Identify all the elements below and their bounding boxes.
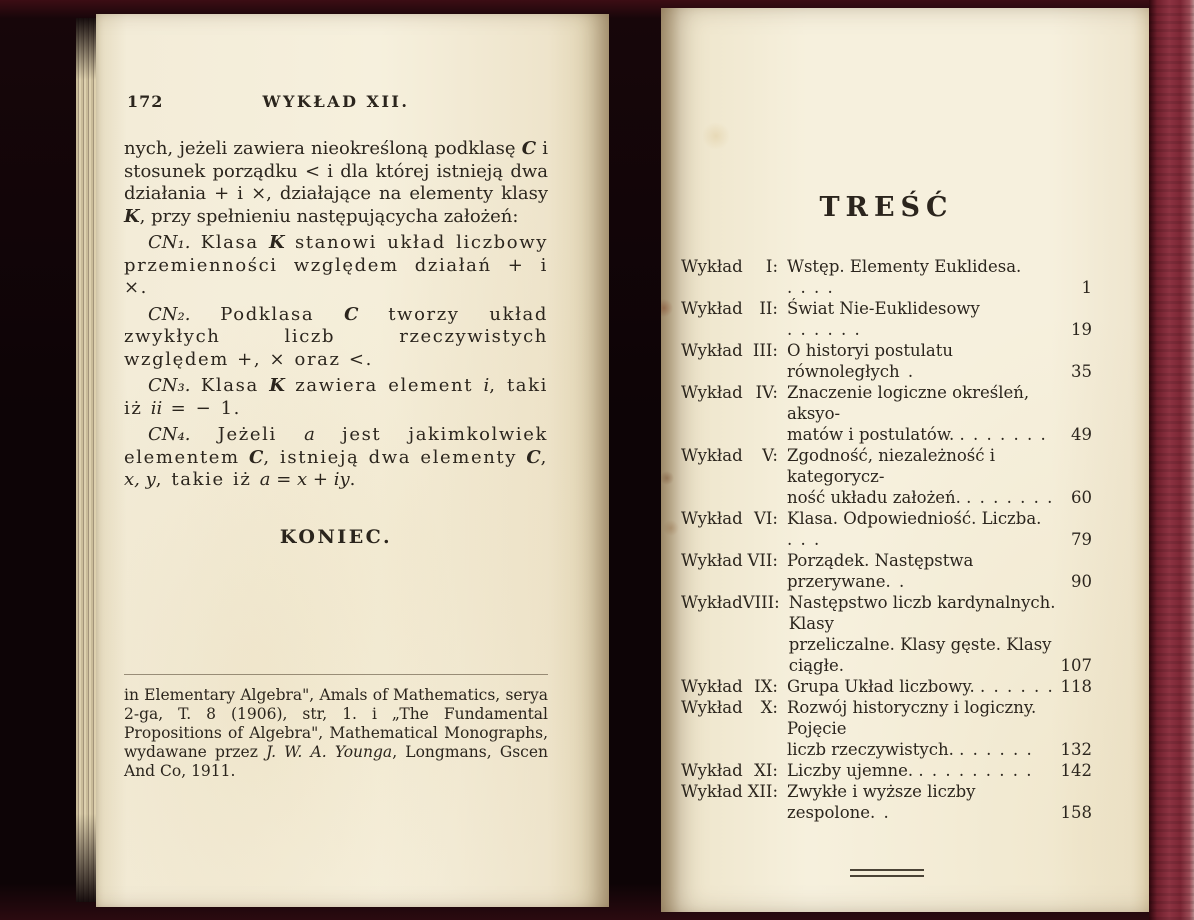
left-page <box>96 14 609 907</box>
end-divider <box>850 869 924 877</box>
toc-entry-label <box>681 508 778 529</box>
body-paragraph <box>124 375 548 420</box>
text-segment: tworzy układ zwykłych liczb rzeczywistych względem +, × oraz <. <box>124 303 548 370</box>
toc-entry-label <box>681 550 778 571</box>
toc-entry-title <box>778 298 1056 340</box>
text-segment: CN₁. <box>148 232 191 253</box>
toc-entry <box>681 298 1092 340</box>
toc-label-word: Wykład <box>681 593 743 612</box>
toc-title-line: Następstwo liczb kardynalnych. Klasy <box>788 593 1061 633</box>
book-cover-edge <box>1149 0 1194 920</box>
page-number: 172 <box>127 92 164 111</box>
toc-entry-label <box>681 697 778 718</box>
text-segment: C <box>521 138 537 159</box>
toc-page-number: 107 <box>1060 656 1092 675</box>
toc-entry-title <box>780 592 1061 676</box>
toc-label-word: Wykład <box>681 257 743 276</box>
toc-title-line: matów i postulatów. . . . . . . . <box>787 425 1046 444</box>
right-page-content <box>681 192 1092 877</box>
text-segment: , istnieją dwa elementy <box>263 446 527 468</box>
text-segment: C <box>344 303 359 325</box>
toc-label-numeral: III: <box>752 341 778 360</box>
toc-list <box>681 256 1092 823</box>
toc-entry <box>681 760 1092 781</box>
toc-page-number: 118 <box>1060 677 1092 696</box>
toc-entry-title <box>778 781 1056 823</box>
text-segment: stanowi układ liczbowy przemienności względem działań + i ×. <box>124 232 548 298</box>
text-segment: , takie iż <box>155 469 260 490</box>
toc-label-word: Wykład <box>681 782 743 801</box>
toc-title-line: przeliczalne. Klasy gęste. Klasy ciągłe. <box>788 635 1057 675</box>
toc-entry-label <box>681 676 778 697</box>
toc-label-word: Wykład <box>681 698 743 717</box>
toc-entry <box>681 592 1092 676</box>
body-paragraph <box>124 138 548 228</box>
text-segment: jest jakimkolwiek elementem <box>124 424 548 468</box>
toc-label-numeral: IV: <box>755 383 778 402</box>
right-page <box>661 8 1149 912</box>
body-text <box>124 138 548 492</box>
toc-entry <box>681 382 1092 445</box>
text-segment: K <box>269 375 285 396</box>
toc-entry <box>681 340 1092 382</box>
toc-entry <box>681 256 1092 298</box>
toc-entry <box>681 697 1092 760</box>
toc-entry-label <box>681 445 778 466</box>
toc-entry <box>681 508 1092 550</box>
toc-entry-label <box>681 760 778 781</box>
text-segment: a = x + iy <box>259 469 350 490</box>
toc-entry-label <box>681 592 780 613</box>
text-segment: C <box>249 446 264 468</box>
toc-page-number: 142 <box>1060 761 1092 780</box>
toc-page-number: 1 <box>1081 278 1092 297</box>
text-segment: K <box>124 205 140 227</box>
toc-title-line: Rozwój historyczny i logiczny. Pojęcie <box>787 698 1042 738</box>
running-head: WYKŁAD XII. <box>262 92 410 111</box>
toc-page-number: 19 <box>1071 320 1092 339</box>
text-segment: . <box>349 469 357 490</box>
toc-page-number: 132 <box>1060 740 1092 759</box>
text-segment: = − 1. <box>162 397 241 419</box>
toc-title-line: ność układu założeń. . . . . . . . <box>787 488 1053 507</box>
toc-label-numeral: X: <box>760 698 778 717</box>
text-segment: , <box>540 446 548 468</box>
toc-title-line: Porządek. Następstwa przerywane. . <box>787 551 979 591</box>
toc-entry <box>681 550 1092 592</box>
text-segment: Podklasa <box>190 303 345 325</box>
text-segment: K <box>269 232 285 253</box>
toc-entry-label <box>681 256 778 277</box>
text-segment: x, y <box>124 469 156 490</box>
toc-title-line: Znaczenie logiczne określeń, aksyo- <box>787 383 1035 423</box>
toc-entry-label <box>681 781 778 802</box>
left-page-header <box>124 92 548 112</box>
toc-label-numeral: II: <box>759 299 778 318</box>
toc-entry-label <box>681 382 778 403</box>
toc-label-word: Wykład <box>681 446 743 465</box>
toc-entry <box>681 676 1092 697</box>
text-segment: ii <box>150 397 163 419</box>
toc-label-numeral: VI: <box>754 509 778 528</box>
text-segment: i <box>483 375 490 396</box>
toc-title-line: Zgodność, niezależność i kategorycz- <box>787 446 1001 486</box>
text-segment: a <box>304 424 315 445</box>
toc-label-numeral: VII: <box>747 551 778 570</box>
toc-entry-title <box>778 340 1056 382</box>
text-segment: Klasa <box>190 375 270 396</box>
toc-entry-title <box>778 676 1056 697</box>
toc-label-word: Wykład <box>681 299 743 318</box>
toc-label-numeral: I: <box>765 257 778 276</box>
text-segment: CN₂. <box>148 303 191 325</box>
toc-entry-title <box>778 382 1056 445</box>
text-segment: i stosunek porządku < i dla której istnieją dwa działania + i ×, działające na elementy klasy <box>124 138 548 204</box>
page-stack-edge <box>76 18 97 902</box>
toc-label-numeral: IX: <box>754 677 778 696</box>
text-segment: zawiera element <box>284 375 484 396</box>
text-segment: Jeżeli <box>190 424 305 445</box>
toc-title-line: Liczby ujemne. . . . . . . . . . <box>787 761 1032 780</box>
toc-entry-title <box>778 697 1056 760</box>
toc-label-word: Wykład <box>681 677 743 696</box>
text-segment: , Longmans, Gscen And Co, 1911. <box>124 743 548 780</box>
toc-page-number: 158 <box>1060 803 1092 822</box>
end-label: KONIEC. <box>279 525 393 548</box>
text-segment: in Elementary Algebra", Amals of Mathematics, serya 2-ga, T. 8 (1906), str, 1. i „The Fundamental Propositions of Algebra", Mathematical Monographs, wydawane przez <box>124 686 548 761</box>
text-segment: Klasa <box>190 232 269 253</box>
toc-entry <box>681 781 1092 823</box>
toc-page-number: 49 <box>1071 425 1092 444</box>
text-segment: CN₄. <box>148 424 191 445</box>
toc-label-word: Wykład <box>681 341 743 360</box>
toc-entry-title <box>778 550 1056 592</box>
toc-label-word: Wykład <box>681 509 743 528</box>
body-paragraph <box>124 424 548 492</box>
text-segment: nych, jeżeli zawiera nieokreśloną podklasę <box>124 138 522 159</box>
text-segment: , przy spełnieniu następującycha założeń: <box>139 205 519 227</box>
body-paragraph <box>124 304 548 372</box>
toc-entry-title <box>778 760 1056 781</box>
toc-title-line: Zwykłe i wyższe liczby zespolone. . <box>787 782 981 822</box>
toc-label-word: Wykład <box>681 761 743 780</box>
toc-title-line: Klasa. Odpowiedniość. Liczba. . . . <box>787 509 1047 549</box>
toc-page-number: 90 <box>1071 572 1092 591</box>
toc-entry-title <box>778 508 1056 550</box>
toc-page-number: 79 <box>1071 530 1092 549</box>
text-segment: , taki iż <box>124 375 548 419</box>
toc-label-numeral: XI: <box>754 761 778 780</box>
toc-label-numeral: XII: <box>747 782 778 801</box>
toc-label-word: Wykład <box>681 383 743 402</box>
toc-title-line: Świat Nie-Euklidesowy . . . . . . <box>787 299 986 339</box>
toc-entry-title <box>778 445 1056 508</box>
toc-title-line: liczb rzeczywistych. . . . . . . <box>787 740 1032 759</box>
toc-title: TREŚĆ <box>819 192 954 223</box>
toc-entry <box>681 445 1092 508</box>
toc-page-number: 35 <box>1071 362 1092 381</box>
toc-title-line: Grupa Układ liczbowy. . . . . . . <box>787 677 1053 696</box>
toc-label-word: Wykład <box>681 551 743 570</box>
toc-entry-title <box>778 256 1056 298</box>
toc-page-number: 60 <box>1071 488 1092 507</box>
toc-title-line: O historyi postulatu równoległych . <box>787 341 959 381</box>
footnote <box>124 674 548 781</box>
toc-entry-label <box>681 340 778 361</box>
toc-label-numeral: VIII: <box>742 593 780 612</box>
toc-title-line: Wstęp. Elementy Euklidesa. . . . . <box>787 257 1027 297</box>
toc-label-numeral: V: <box>762 446 778 465</box>
toc-entry-label <box>681 298 778 319</box>
text-segment: CN₃. <box>148 375 191 396</box>
text-segment: C <box>526 446 541 468</box>
text-segment: J. W. A. Younga <box>266 743 393 761</box>
body-paragraph <box>124 232 548 300</box>
